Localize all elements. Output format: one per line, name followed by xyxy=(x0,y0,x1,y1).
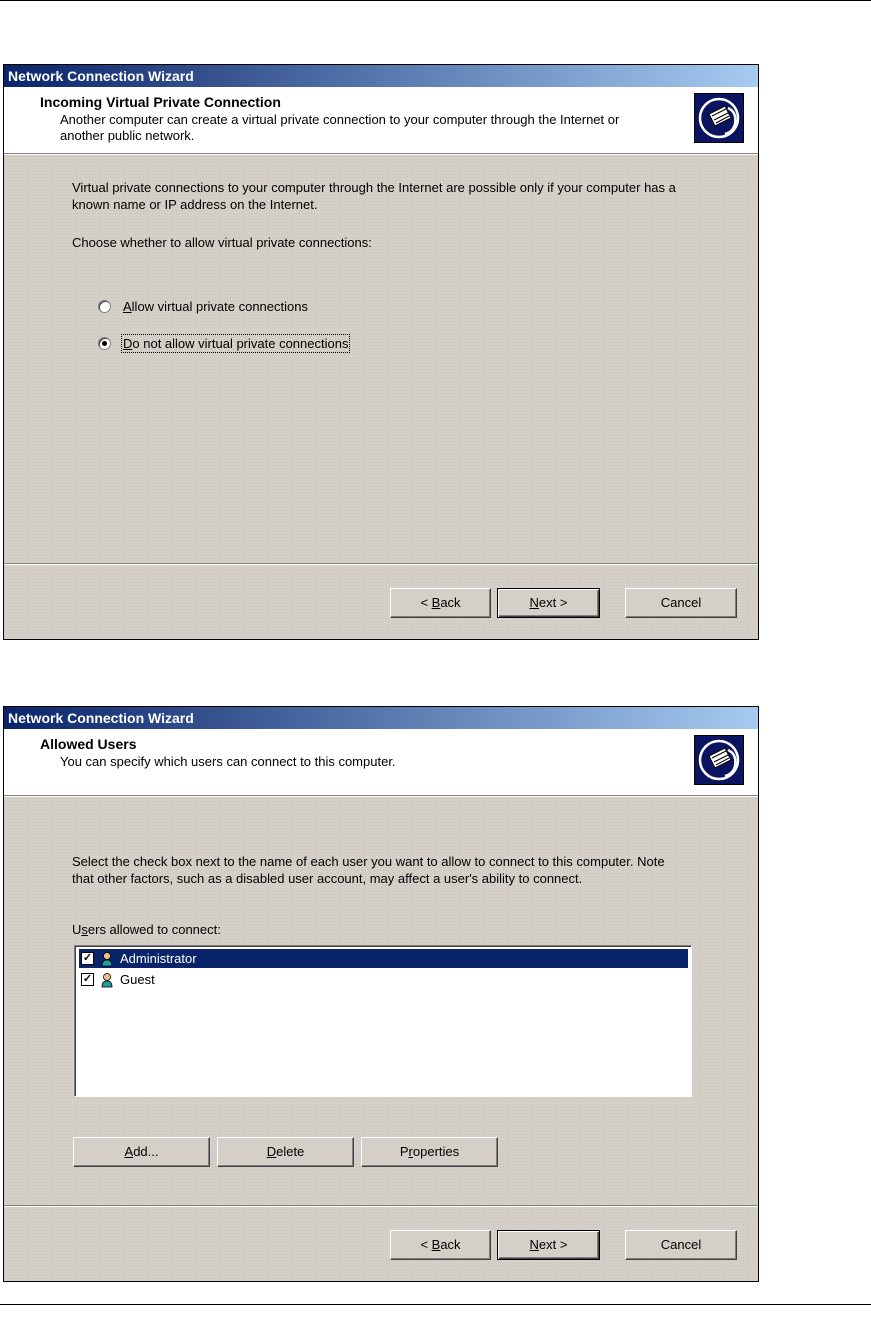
allowed-users-wizard-dialog xyxy=(3,706,759,1282)
description-text: Virtual private connections to your computer through the Internet are possible only if your computer has a known name or IP address on the Internet. xyxy=(72,180,676,212)
back-button[interactable]: < Back xyxy=(390,588,491,618)
vpn-wizard-dialog xyxy=(3,64,759,640)
back-button[interactable]: < Back xyxy=(390,1230,491,1260)
users-listbox[interactable] xyxy=(74,945,692,1097)
network-cable-icon xyxy=(694,93,744,143)
user-row-guest[interactable] xyxy=(79,970,688,989)
user-icon xyxy=(100,972,114,988)
delete-button[interactable]: Delete xyxy=(217,1137,354,1167)
add-button[interactable]: Add... xyxy=(73,1137,210,1167)
user-icon xyxy=(100,951,114,967)
next-button[interactable]: Next > xyxy=(497,1230,600,1260)
properties-button[interactable]: Properties xyxy=(361,1137,498,1167)
header-title: Allowed Users xyxy=(40,736,137,752)
deny-vpn-label[interactable]: Do not allow virtual private connections xyxy=(123,335,349,351)
allow-vpn-option[interactable] xyxy=(98,297,308,315)
next-button[interactable]: Next > xyxy=(497,588,600,618)
allow-vpn-label[interactable]: Allow virtual private connections xyxy=(123,298,308,314)
users-list-label: Users allowed to connect: xyxy=(72,922,221,937)
allow-vpn-radio[interactable] xyxy=(98,300,111,313)
prompt-text: Choose whether to allow virtual private connections: xyxy=(72,235,372,250)
description-text: Select the check box next to the name of each user you want to allow to connect to this computer. Note that other factors, such as a disabled user account, may affect a user's ability to connect. xyxy=(72,854,665,886)
page-bottom-rule xyxy=(0,1304,871,1305)
deny-vpn-radio[interactable] xyxy=(98,337,111,350)
wizard-header xyxy=(4,87,758,154)
header-subtitle: You can specify which users can connect to this computer. xyxy=(60,754,396,769)
guest-checkbox[interactable]: ✓ xyxy=(82,973,93,985)
header-title: Incoming Virtual Private Connection xyxy=(40,94,281,110)
footer-divider xyxy=(4,1205,758,1206)
user-name: Administrator xyxy=(120,951,197,966)
network-cable-icon xyxy=(694,735,744,785)
page-top-rule xyxy=(0,0,871,1)
user-name: Guest xyxy=(120,972,155,987)
wizard-header xyxy=(4,729,758,796)
cancel-button[interactable]: Cancel xyxy=(625,1230,737,1260)
header-subtitle: Another computer can create a virtual private connection to your computer through the Internet or another public network. xyxy=(60,112,620,143)
user-row-administrator[interactable] xyxy=(79,949,688,968)
deny-vpn-option[interactable] xyxy=(98,334,348,352)
dialog-title: Network Connection Wizard xyxy=(4,707,758,729)
footer-divider xyxy=(4,563,758,564)
dialog-title: Network Connection Wizard xyxy=(4,65,758,87)
administrator-checkbox[interactable]: ✓ xyxy=(82,952,93,964)
cancel-button[interactable]: Cancel xyxy=(625,588,737,618)
